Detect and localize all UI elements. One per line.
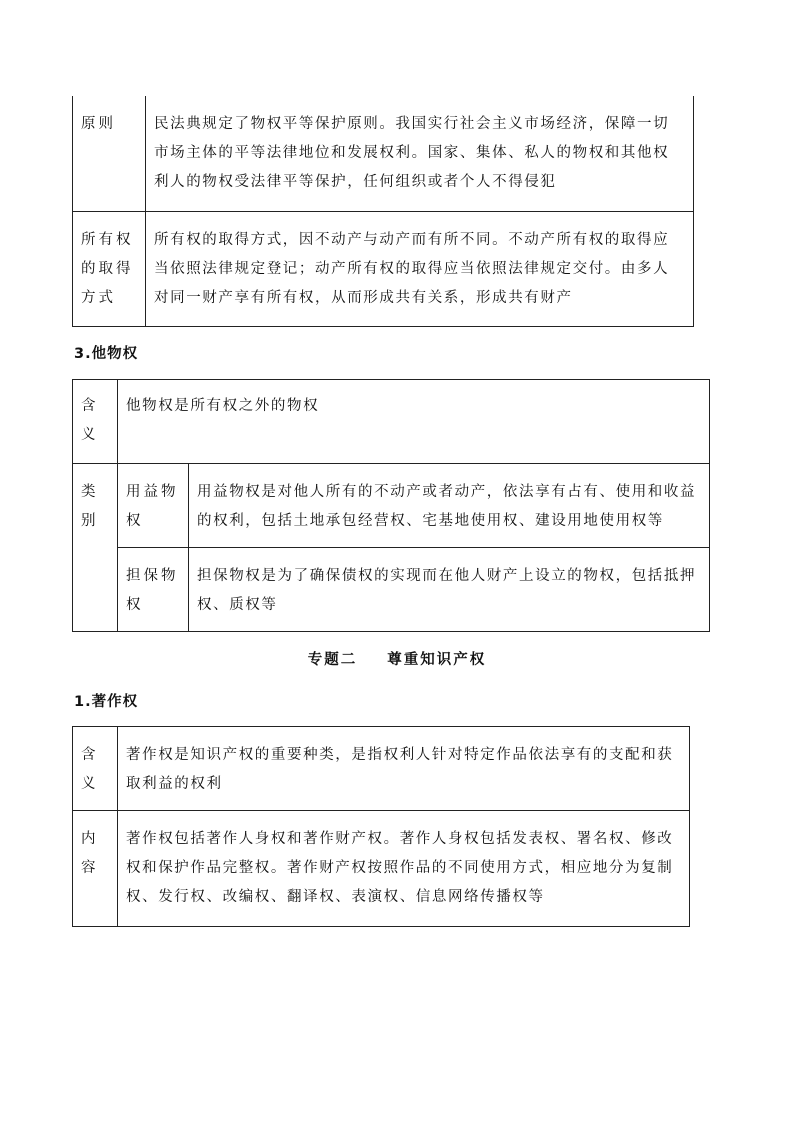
category-label-usufruct: 用益物权 <box>118 464 189 548</box>
copyright-meaning-label: 含义 <box>73 727 118 811</box>
table-row <box>73 211 694 326</box>
row-content-principle: 民法典规定了物权平等保护原则。我国实行社会主义市场经济，保障一切市场主体的平等法律地位和发展权利。国家、集体、私人的物权和其他权利人的物权受法律平等保护，任何组织或者个人不得侵犯 <box>146 96 694 211</box>
other-property-rights-table <box>72 379 710 632</box>
table-row <box>73 811 690 927</box>
meaning-label: 含义 <box>73 380 118 464</box>
topic-title <box>0 648 794 669</box>
table-row <box>73 464 710 548</box>
copyright-table <box>72 726 690 927</box>
section-heading-other-property-rights: 3.他物权 <box>74 346 139 362</box>
category-content-security: 担保物权是为了确保债权的实现而在他人财产上设立的物权，包括抵押权、质权等 <box>189 548 710 632</box>
copyright-meaning-content: 著作权是知识产权的重要种类，是指权利人针对特定作品依法享有的支配和获取利益的权利 <box>118 727 690 811</box>
row-label-principle: 原则 <box>73 96 146 211</box>
table-row <box>73 380 710 464</box>
topic-number: 专题二 <box>307 652 358 668</box>
table-row <box>73 548 710 632</box>
category-label-security: 担保物权 <box>118 548 189 632</box>
property-rights-table <box>72 96 694 327</box>
category-content-usufruct: 用益物权是对他人所有的不动产或者动产，依法享有占有、使用和收益的权利，包括土地承包经营权、宅基地使用权、建设用地使用权等 <box>189 464 710 548</box>
meaning-content: 他物权是所有权之外的物权 <box>118 380 710 464</box>
row-label-acquisition: 所有权的取得方式 <box>73 211 146 326</box>
category-label: 类别 <box>73 464 118 632</box>
row-content-acquisition: 所有权的取得方式，因不动产与动产而有所不同。不动产所有权的取得应当依照法律规定登记；动产所有权的取得应当依照法律规定交付。由多人对同一财产享有所有权，从而形成共有关系，形成共有财产 <box>146 211 694 326</box>
section-heading-copyright: 1.著作权 <box>74 694 139 710</box>
copyright-content-text: 著作权包括著作人身权和著作财产权。著作人身权包括发表权、署名权、修改权和保护作品完整权。著作财产权按照作品的不同使用方式，相应地分为复制权、发行权、改编权、翻译权、表演权、信息网络传播权等 <box>118 811 690 927</box>
table-row <box>73 727 690 811</box>
copyright-content-label: 内容 <box>73 811 118 927</box>
table-row <box>73 96 694 211</box>
topic-name: 尊重知识产权 <box>387 652 487 668</box>
